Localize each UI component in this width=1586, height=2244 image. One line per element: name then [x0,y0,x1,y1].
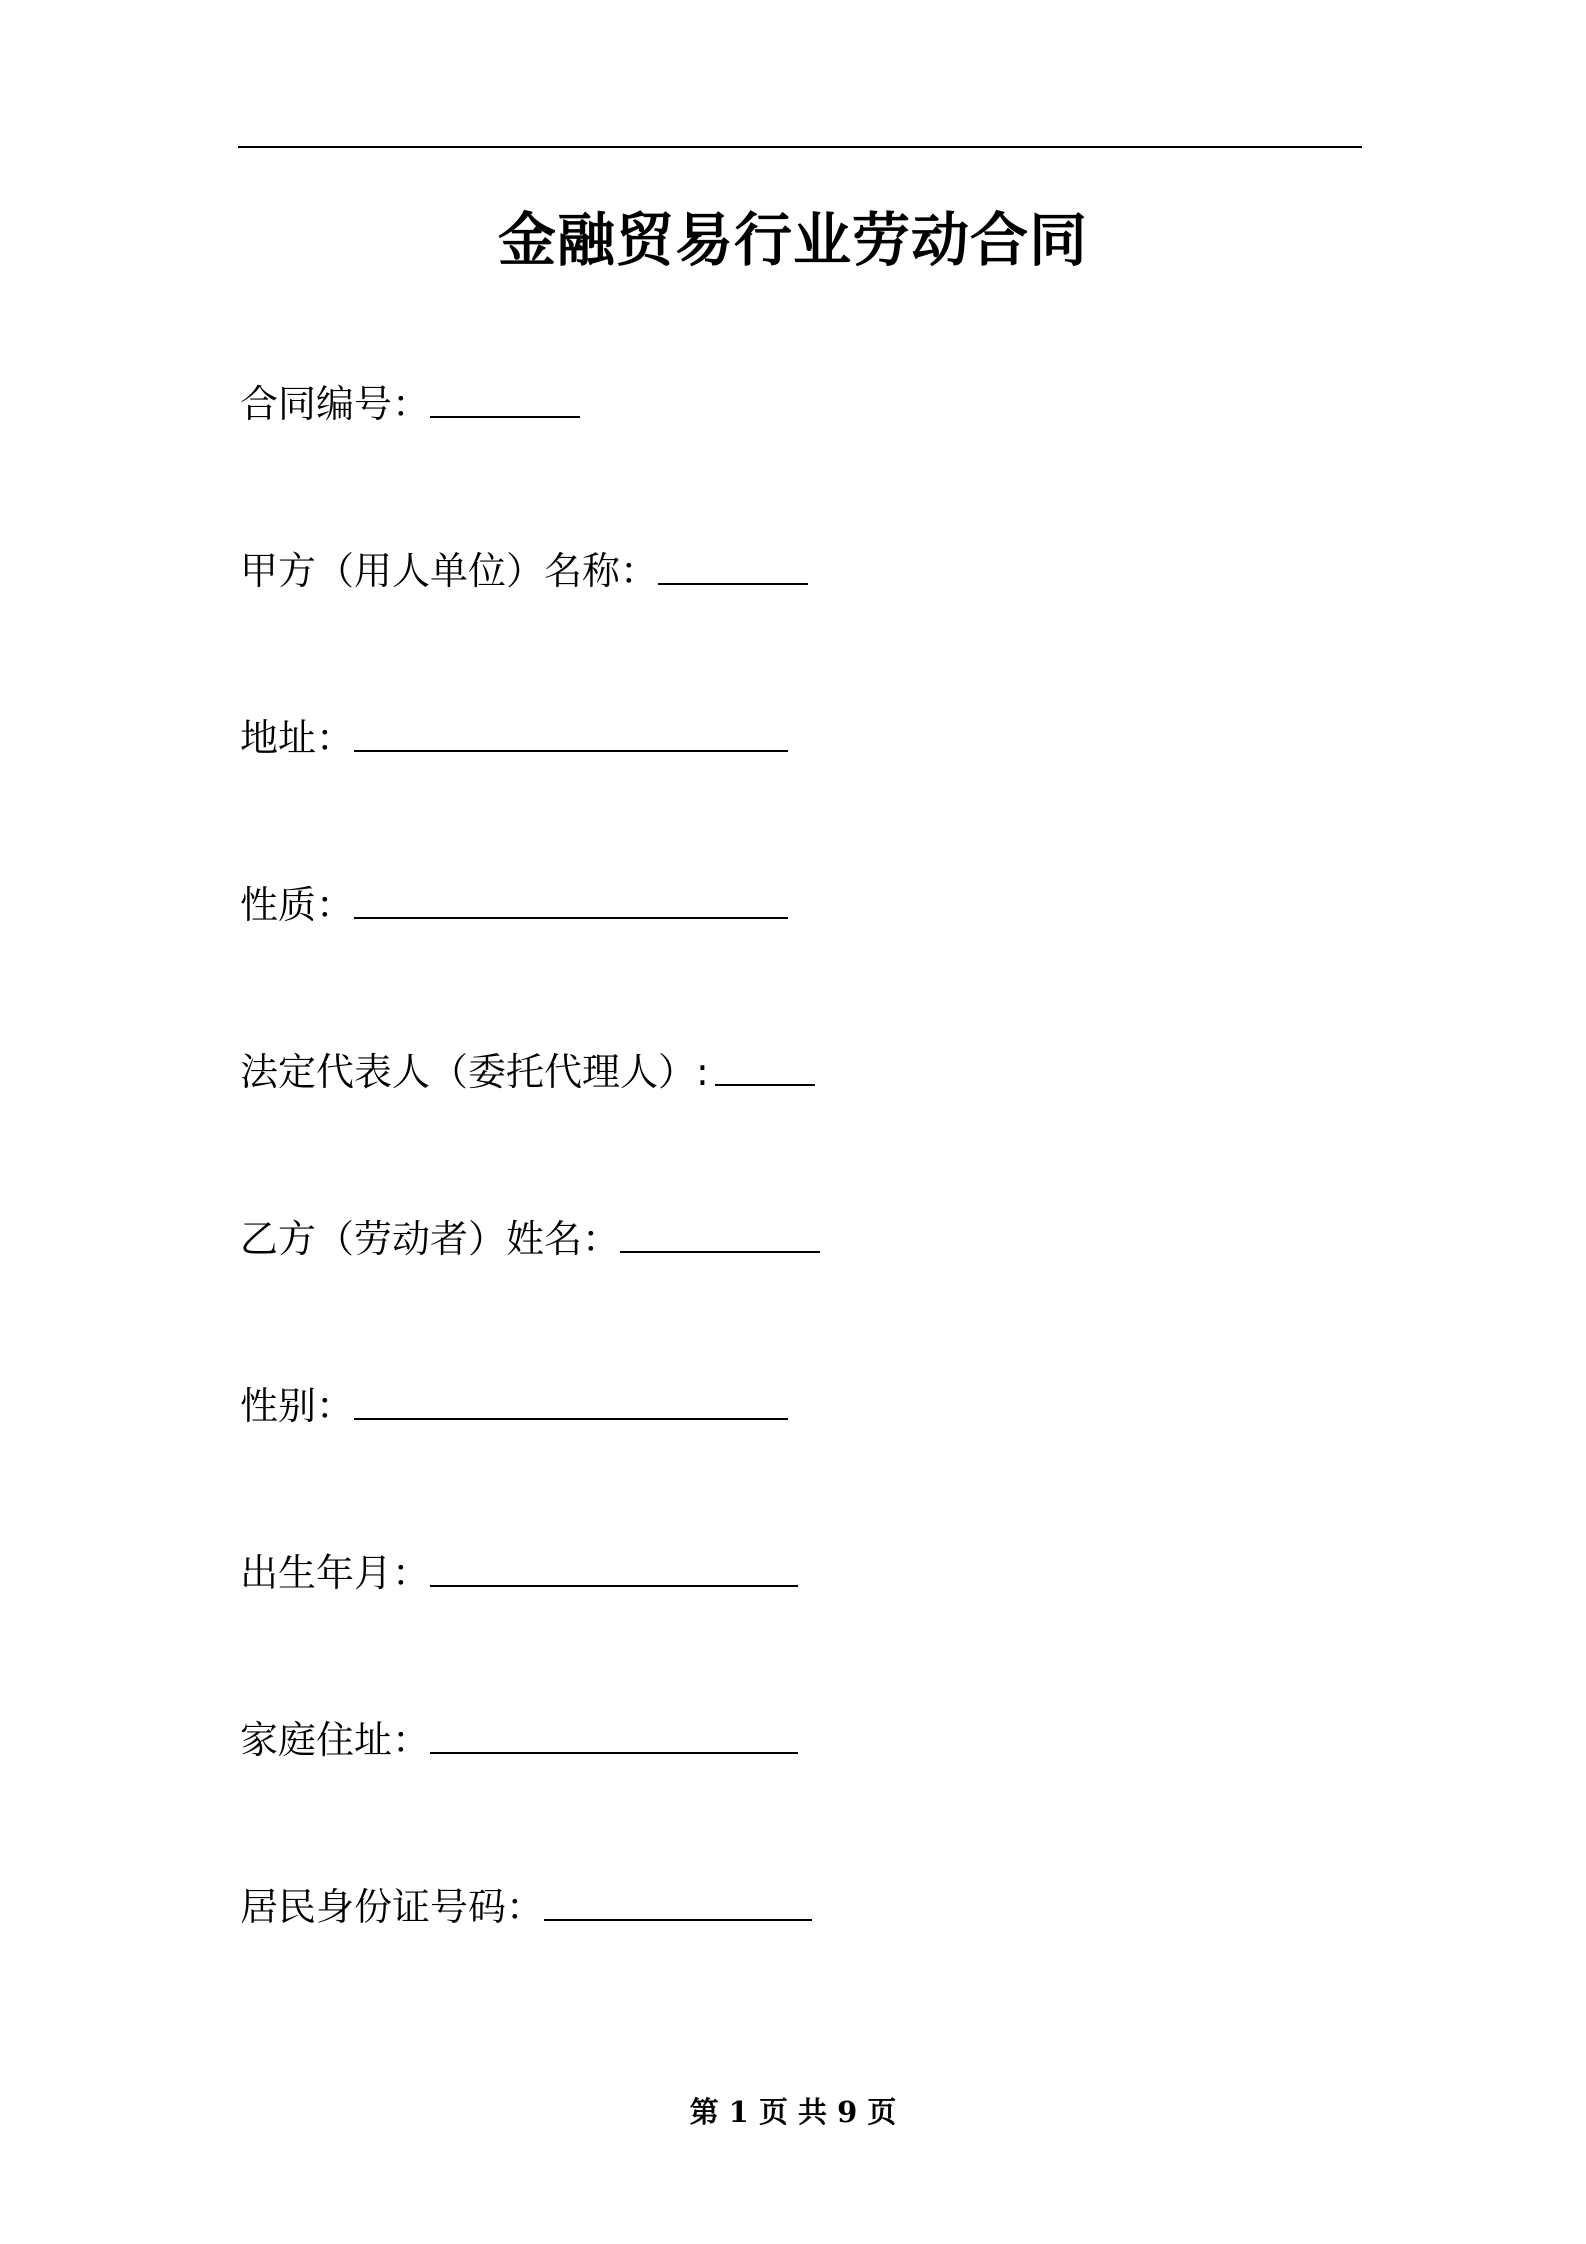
address-blank[interactable] [354,750,788,752]
gender-blank[interactable] [354,1418,788,1420]
field-employer-name [240,537,808,597]
field-label: 甲方（用人单位）名称： [240,549,659,593]
field-label: 合同编号： [240,382,431,426]
field-label: 家庭住址： [240,1718,431,1762]
employer-name-blank[interactable] [658,583,808,585]
field-label: 乙方（劳动者）姓名： [240,1217,621,1261]
field-contract-number [240,370,580,430]
field-gender [240,1372,788,1432]
employee-name-blank[interactable] [620,1251,820,1253]
field-label: 地址： [240,716,355,760]
header-rule [238,146,1362,148]
nature-blank[interactable] [354,917,788,919]
field-label: 法定代表人（委托代理人）: [240,1050,709,1094]
field-employee-name [240,1205,820,1265]
field-birth-date [240,1539,798,1599]
field-nature [240,871,788,931]
field-id-number [240,1873,812,1933]
birth-date-blank[interactable] [430,1585,798,1587]
page-number-footer: 第 1 页 共 9 页 [689,2095,897,2129]
field-address [240,704,788,764]
field-label: 性别： [240,1384,355,1428]
id-number-blank[interactable] [544,1919,812,1921]
field-label: 居民身份证号码： [240,1885,545,1929]
field-label: 性质： [240,883,355,927]
field-legal-representative [240,1038,815,1098]
legal-representative-blank[interactable] [715,1084,815,1086]
document-title: 金融贸易行业劳动合同 [497,206,1088,274]
home-address-blank[interactable] [430,1752,798,1754]
field-home-address [240,1706,798,1766]
contract-number-blank[interactable] [430,416,580,418]
field-label: 出生年月： [240,1551,431,1595]
